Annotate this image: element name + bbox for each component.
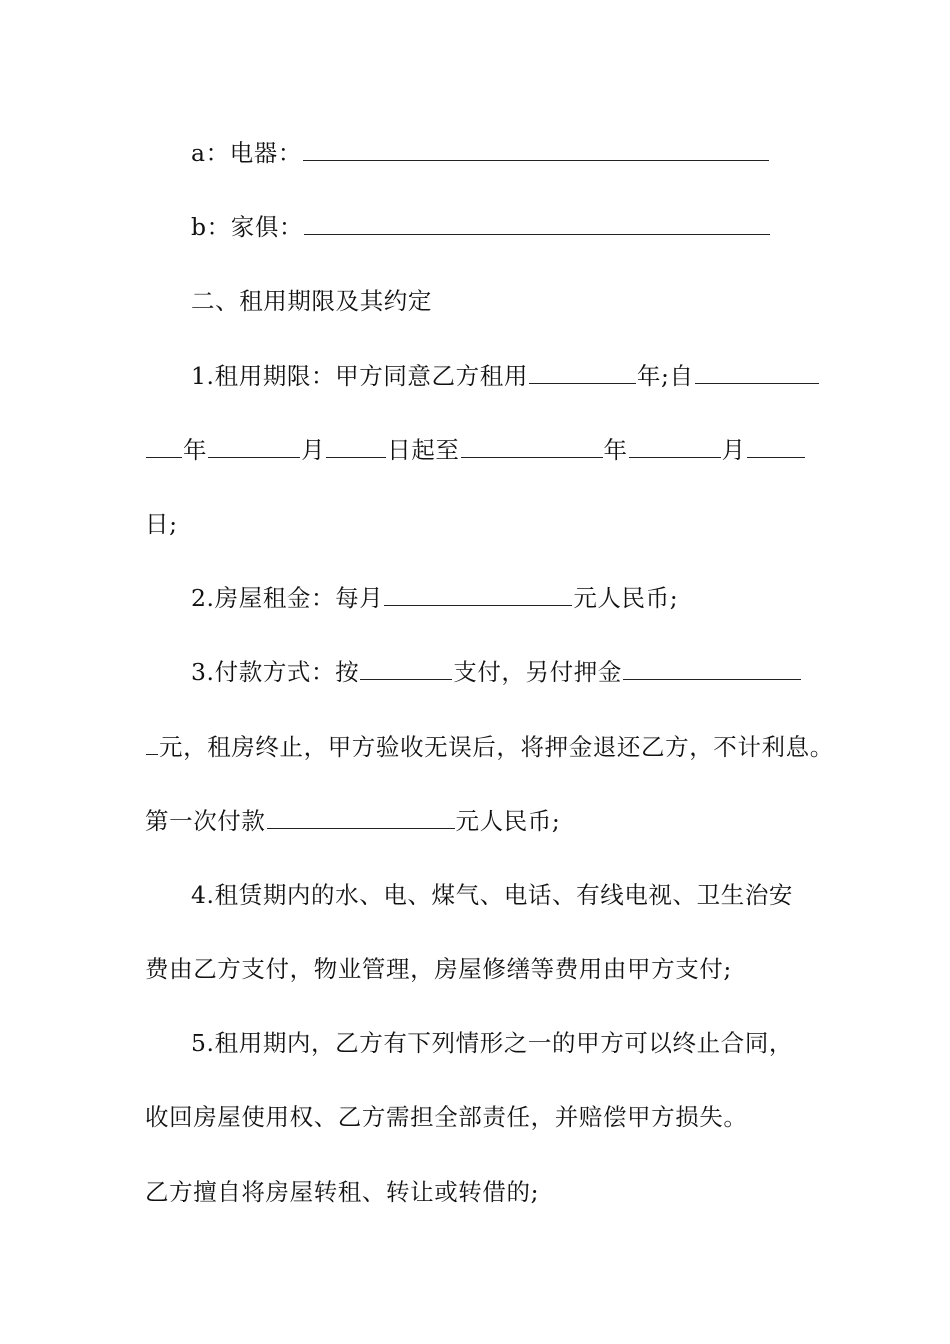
clause-5-text-a: 5.租用期内，乙方有下列情形之一的甲方可以终止合同， [191,1029,794,1057]
clause-3-line-1 [191,652,802,692]
deposit-blank-a [623,653,801,680]
clause-1-line-2 [145,430,806,470]
end-day-blank [747,431,805,458]
deposit-blank-b [146,728,158,755]
clause-4-line-2 [145,949,732,989]
start-month-blank [208,431,300,458]
clause-1-text-a: 1.租用期限：甲方同意乙方租用 [191,362,528,390]
clause-4-text-a: 4.租赁期内的水、电、煤气、电话、有线电视、卫生治安 [191,881,794,909]
clause-4-text-b: 费由乙方支付，物业管理，房屋修缮等费用由甲方支付; [145,955,732,983]
item-furniture [191,207,771,247]
clause-5-text-c: 乙方擅自将房屋转租、转让或转借的; [145,1178,540,1206]
day-label-end: 日; [145,510,178,538]
clause-1-text-b: 年;自 [636,362,694,390]
clause-2 [191,578,678,618]
item-appliances [191,133,770,173]
appliances-blank [303,134,769,161]
start-year-blank-b [146,431,182,458]
first-payment-blank [267,802,455,829]
item-furniture-label: b：家俱： [191,213,304,241]
item-appliances-label: a：电器： [191,139,303,167]
clause-4-line-1 [191,875,793,915]
clause-3-line-2 [145,727,834,767]
month-label-1: 月 [301,436,326,464]
clause-5-line-2 [145,1097,748,1137]
end-year-blank [461,431,603,458]
section-heading-text: 二、租用期限及其约定 [191,287,432,315]
monthly-rent-blank [384,579,572,606]
clause-3-text-c: 元，租房终止，甲方验收无误后，将押金退还乙方，不计利息。 [159,733,834,761]
clause-5-text-b: 收回房屋使用权、乙方需担全部责任，并赔偿甲方损失。 [145,1103,748,1131]
first-payment-unit: 元人民币; [455,807,561,835]
lease-years-blank [529,357,636,384]
clause-2-text-b: 元人民币; [573,584,679,612]
month-label-2: 月 [721,436,746,464]
year-label-1: 年 [183,436,208,464]
clause-5-line-3 [145,1172,539,1212]
payment-period-blank [360,653,452,680]
start-day-blank [326,431,386,458]
year-label-2: 年 [603,436,628,464]
first-payment-label: 第一次付款 [145,807,266,835]
clause-2-text-a: 2.房屋租金：每月 [191,584,384,612]
clause-3-text-b: 支付，另付押金 [453,658,622,686]
end-month-blank [629,431,721,458]
section-heading [191,281,432,321]
clause-3-text-a: 3.付款方式：按 [191,658,360,686]
clause-3-line-3 [145,801,560,841]
from-to-label: 日起至 [387,436,460,464]
start-year-blank-a [695,357,819,384]
furniture-blank [304,208,770,235]
clause-5-line-1 [191,1023,793,1063]
clause-1-line-1 [191,356,820,396]
clause-1-line-3 [145,504,178,544]
